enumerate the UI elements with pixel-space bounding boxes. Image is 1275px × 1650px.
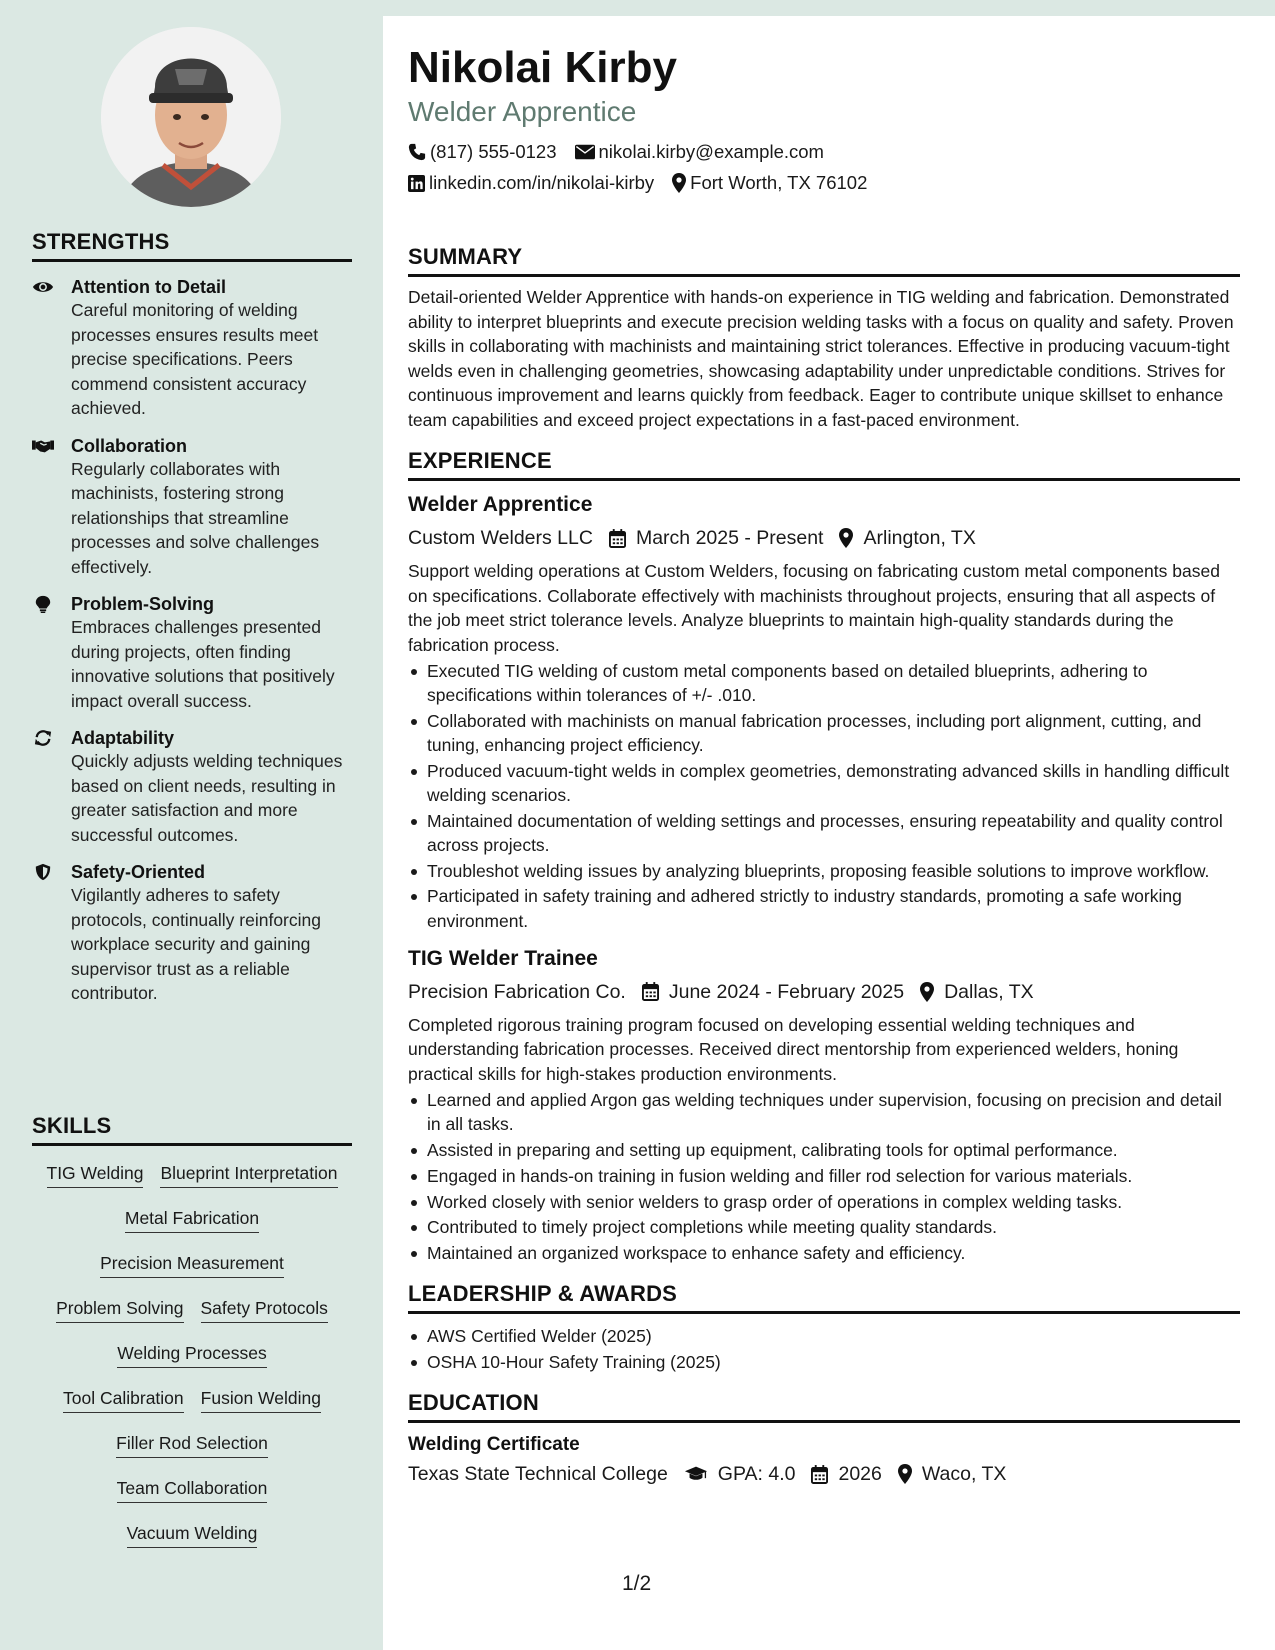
job-title: Welder Apprentice xyxy=(408,493,593,516)
skills-title: SKILLS xyxy=(32,1113,352,1146)
job-company: Custom Welders LLC xyxy=(408,527,593,549)
skills-list xyxy=(32,1162,352,1548)
job-bullets xyxy=(408,1088,1240,1265)
job-location-item xyxy=(920,979,1034,1005)
strength-desc: Embraces challenges presented during projects, often finding innovative solutions that positively impact overall success. xyxy=(71,617,335,711)
list-item: OSHA 10-Hour Safety Training (2025) xyxy=(408,1350,1240,1374)
skill-tag: Metal Fabrication xyxy=(125,1207,259,1233)
job-meta xyxy=(408,525,1240,551)
skill-tag: Vacuum Welding xyxy=(127,1522,258,1548)
strength-title: Attention to Detail xyxy=(71,277,226,297)
awards-section xyxy=(408,1281,1240,1374)
location-text: Fort Worth, TX 76102 xyxy=(690,172,868,193)
awards-list xyxy=(408,1324,1240,1374)
education-location-item xyxy=(898,1461,1007,1487)
refresh-icon xyxy=(32,729,54,747)
avatar xyxy=(101,27,281,207)
summary-section xyxy=(408,244,1240,432)
calendar-icon xyxy=(811,1465,828,1484)
education-degree: Welding Certificate xyxy=(408,1434,580,1456)
list-item: Participated in safety training and adhered strictly to industry standards, promoting a safe working environment. xyxy=(408,884,1240,932)
strengths-section xyxy=(32,229,352,1006)
list-item: Collaborated with machinists on manual fabrication processes, including port alignment, cutting, and tuning, enhancing project efficiency. xyxy=(408,709,1240,757)
page-number: 1/2 xyxy=(622,1572,652,1595)
job-location: Dallas, TX xyxy=(944,980,1034,1003)
strength-desc: Careful monitoring of welding processes ensures results meet precise specifications. Peers commend consistent accuracy achieved. xyxy=(71,300,319,418)
job-location: Arlington, TX xyxy=(863,527,976,549)
strength-item xyxy=(32,276,352,421)
list-item: Maintained an organized workspace to enhance safety and efficiency. xyxy=(408,1241,1240,1265)
job-location-item xyxy=(839,525,975,551)
skill-tag: Team Collaboration xyxy=(117,1477,268,1503)
experience-section xyxy=(408,448,1240,1265)
awards-title: LEADERSHIP & AWARDS xyxy=(408,1281,1240,1314)
candidate-name: Nikolai Kirby xyxy=(408,43,677,92)
education-year: 2026 xyxy=(838,1463,882,1486)
job-description: Support welding operations at Custom Welders, focusing on fabricating custom metal components based on specifications. Collaborate effectively with machinists throughout projects, ensuring that all aspects of the job meet strict tolerance levels. Analyze blueprints to maintain high-quality standards during the fabrication process. xyxy=(408,561,1220,655)
job-dates-item xyxy=(609,525,824,551)
list-item: Worked closely with senior welders to grasp order of operations in complex welding tasks. xyxy=(408,1190,1240,1214)
phone-text: (817) 555-0123 xyxy=(430,141,557,162)
education-location: Waco, TX xyxy=(921,1463,1007,1486)
list-item: Executed TIG welding of custom metal components based on detailed blueprints, adhering to specifications within tolerances of +/- .010. xyxy=(408,659,1240,707)
map-pin-icon xyxy=(920,982,934,1002)
top-band xyxy=(383,0,1275,16)
job-bullets xyxy=(408,659,1240,933)
linkedin-item[interactable] xyxy=(408,171,654,195)
strength-item xyxy=(32,861,352,1006)
skill-tag: Fusion Welding xyxy=(201,1387,321,1413)
education-gpa: GPA: 4.0 xyxy=(717,1463,796,1486)
education-school: Texas State Technical College xyxy=(408,1463,668,1486)
strength-desc: Regularly collaborates with machinists, fostering strong relationships that streamline processes and solve challenges effectively. xyxy=(71,458,320,577)
job-company: Precision Fabrication Co. xyxy=(408,980,626,1003)
strength-desc: Quickly adjusts welding techniques based on client needs, resulting in greater satisfaction and more successful outcomes. xyxy=(71,751,343,845)
email-text: nikolai.kirby@example.com xyxy=(598,141,824,162)
location-item xyxy=(672,171,867,195)
strength-item xyxy=(32,727,352,847)
job-dates: June 2024 - February 2025 xyxy=(668,980,905,1003)
email-item[interactable] xyxy=(575,140,824,164)
envelope-icon xyxy=(575,144,595,160)
skill-tag: Safety Protocols xyxy=(201,1297,328,1323)
skill-tag: Welding Processes xyxy=(117,1342,266,1368)
skills-section xyxy=(32,1113,352,1548)
skill-tag: Problem Solving xyxy=(56,1297,183,1323)
job-dates-item xyxy=(642,979,904,1005)
list-item: Contributed to timely project completions while meeting quality standards. xyxy=(408,1215,1240,1239)
strength-title: Collaboration xyxy=(71,435,187,456)
strength-title: Problem-Solving xyxy=(71,594,215,614)
summary-title: SUMMARY xyxy=(408,244,1240,277)
job-description: Completed rigorous training program focused on developing essential welding techniques and understanding fabrication processes. Received direct mentorship from experienced welders, honing practical skills for high-stakes production environments. xyxy=(408,1014,1179,1084)
contact-row xyxy=(408,171,1240,195)
calendar-icon xyxy=(642,982,659,1001)
skill-tag: Blueprint Interpretation xyxy=(160,1162,337,1188)
strength-item xyxy=(32,435,352,580)
linkedin-icon xyxy=(408,175,425,192)
job-title: TIG Welder Trainee xyxy=(408,946,598,970)
education-meta xyxy=(408,1461,1240,1487)
skill-tag: Filler Rod Selection xyxy=(116,1432,268,1458)
list-item: AWS Certified Welder (2025) xyxy=(408,1324,1240,1348)
skill-tag: TIG Welding xyxy=(47,1162,144,1188)
graduation-cap-icon xyxy=(684,1465,708,1483)
skill-tag: Precision Measurement xyxy=(100,1252,284,1278)
phone-item[interactable] xyxy=(408,140,557,164)
job-dates: March 2025 - Present xyxy=(635,527,824,549)
list-item: Engaged in hands-on training in fusion welding and filler rod selection for various materials. xyxy=(408,1164,1240,1188)
eye-icon xyxy=(32,278,54,296)
shield-icon xyxy=(32,863,54,881)
strengths-title: STRENGTHS xyxy=(32,229,352,262)
education-title: EDUCATION xyxy=(408,1390,1240,1423)
experience-title: EXPERIENCE xyxy=(408,448,1240,481)
phone-icon xyxy=(408,143,426,161)
map-pin-icon xyxy=(839,528,853,548)
job-meta xyxy=(408,979,1240,1005)
strength-title: Safety-Oriented xyxy=(71,862,206,882)
linkedin-text: linkedin.com/in/nikolai-kirby xyxy=(429,172,655,193)
strength-title: Adaptability xyxy=(71,728,175,748)
education-section xyxy=(408,1390,1240,1487)
list-item: Assisted in preparing and setting up equipment, calibrating tools for optimal performance. xyxy=(408,1138,1240,1162)
list-item: Produced vacuum-tight welds in complex geometries, demonstrating advanced skills in handling difficult welding scenarios. xyxy=(408,759,1240,807)
list-item: Learned and applied Argon gas welding techniques under supervision, focusing on precision and detail in all tasks. xyxy=(408,1088,1240,1136)
strength-desc: Vigilantly adheres to safety protocols, continually reinforcing workplace security and gaining supervisor trust as a reliable contributor. xyxy=(71,885,321,1003)
lightbulb-icon xyxy=(32,595,54,613)
map-pin-icon xyxy=(672,173,686,193)
contact-row xyxy=(408,140,1240,164)
summary-text: Detail-oriented Welder Apprentice with hands-on experience in TIG welding and fabrication. Demonstrated ability to interpret blueprints and execute precision welding tasks with a focus on quality and safety. Proven skills in collaborating with machinists and maintaining strict tolerances. Effective in producing vacuum-tight welds even in challenging geometries, showcasing adaptability under unpredictable conditions. Strives for continuous improvement and learns quickly from feedback. Eager to contribute unique skillset to enhance team capabilities and exceed project expectations in a fast-paced environment. xyxy=(408,287,1234,430)
handshake-icon xyxy=(32,437,54,455)
education-year-item xyxy=(811,1461,881,1487)
strength-item xyxy=(32,593,352,713)
calendar-icon xyxy=(609,529,626,548)
candidate-role: Welder Apprentice xyxy=(408,96,637,127)
map-pin-icon xyxy=(898,1464,912,1484)
education-gpa-item xyxy=(684,1461,796,1487)
list-item: Troubleshot welding issues by analyzing blueprints, proposing feasible solutions to improve workflow. xyxy=(408,859,1240,883)
skill-tag: Tool Calibration xyxy=(63,1387,184,1413)
list-item: Maintained documentation of welding settings and processes, ensuring repeatability and quality control across projects. xyxy=(408,809,1240,857)
main-content xyxy=(408,40,1240,1495)
